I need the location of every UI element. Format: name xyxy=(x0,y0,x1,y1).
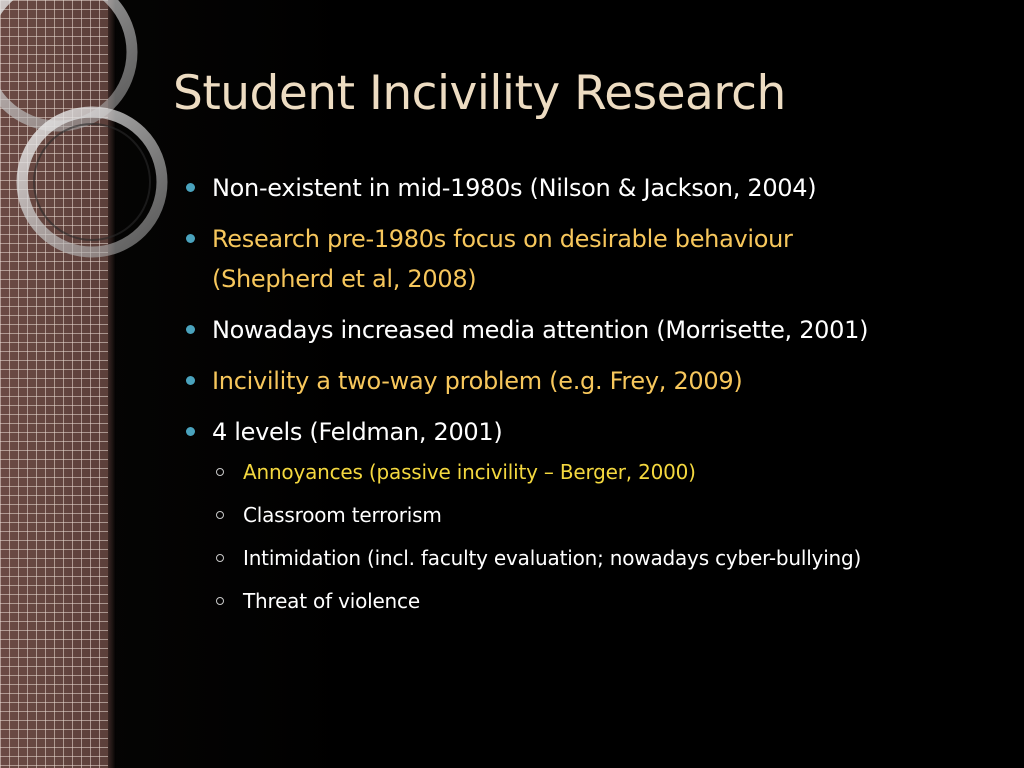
sub-bullet-item xyxy=(216,587,1006,630)
bullet-dot-icon xyxy=(186,325,195,334)
bullet-text: Research pre-1980s focus on desirable behaviour (Shepherd et al, 2008) xyxy=(212,225,793,293)
sub-bullet-text: Annoyances (passive incivility – Berger, 2000) xyxy=(243,460,696,484)
sub-bullet-ring-icon xyxy=(216,511,224,519)
bullet-dot-icon xyxy=(186,183,195,192)
bullet-text: Nowadays increased media attention (Morrisette, 2001) xyxy=(212,316,869,344)
bullet-text: Incivility a two-way problem (e.g. Frey, 2009) xyxy=(212,367,743,395)
grid-sidebar xyxy=(0,0,112,768)
bullet-item xyxy=(186,361,1006,401)
bullet-item xyxy=(186,412,1006,630)
slide-title: Student Incivility Research xyxy=(173,66,786,121)
bullet-text: Non-existent in mid-1980s (Nilson & Jackson, 2004) xyxy=(212,174,817,202)
bullet-dot-icon xyxy=(186,427,195,436)
sub-bullet-ring-icon xyxy=(216,554,224,562)
bullet-item xyxy=(186,168,1006,208)
sub-bullet-text: Threat of violence xyxy=(243,589,420,613)
sub-bullet-item xyxy=(216,458,1006,501)
sub-bullet-ring-icon xyxy=(216,468,224,476)
bullet-item xyxy=(186,219,1006,299)
sub-bullet-item xyxy=(216,544,1006,587)
sub-bullet-item xyxy=(216,501,1006,544)
sub-bullet-list xyxy=(212,458,1006,630)
bullet-dot-icon xyxy=(186,234,195,243)
sub-bullet-text: Classroom terrorism xyxy=(243,503,442,527)
bullet-text: 4 levels (Feldman, 2001) xyxy=(212,418,503,446)
sub-bullet-text: Intimidation (incl. faculty evaluation; nowadays cyber-bullying) xyxy=(243,546,862,570)
slide-content xyxy=(186,168,1006,641)
bullet-item xyxy=(186,310,1006,350)
bullet-dot-icon xyxy=(186,376,195,385)
sub-bullet-ring-icon xyxy=(216,597,224,605)
sidebar-shadow xyxy=(108,0,116,768)
bullet-list xyxy=(186,168,1006,630)
